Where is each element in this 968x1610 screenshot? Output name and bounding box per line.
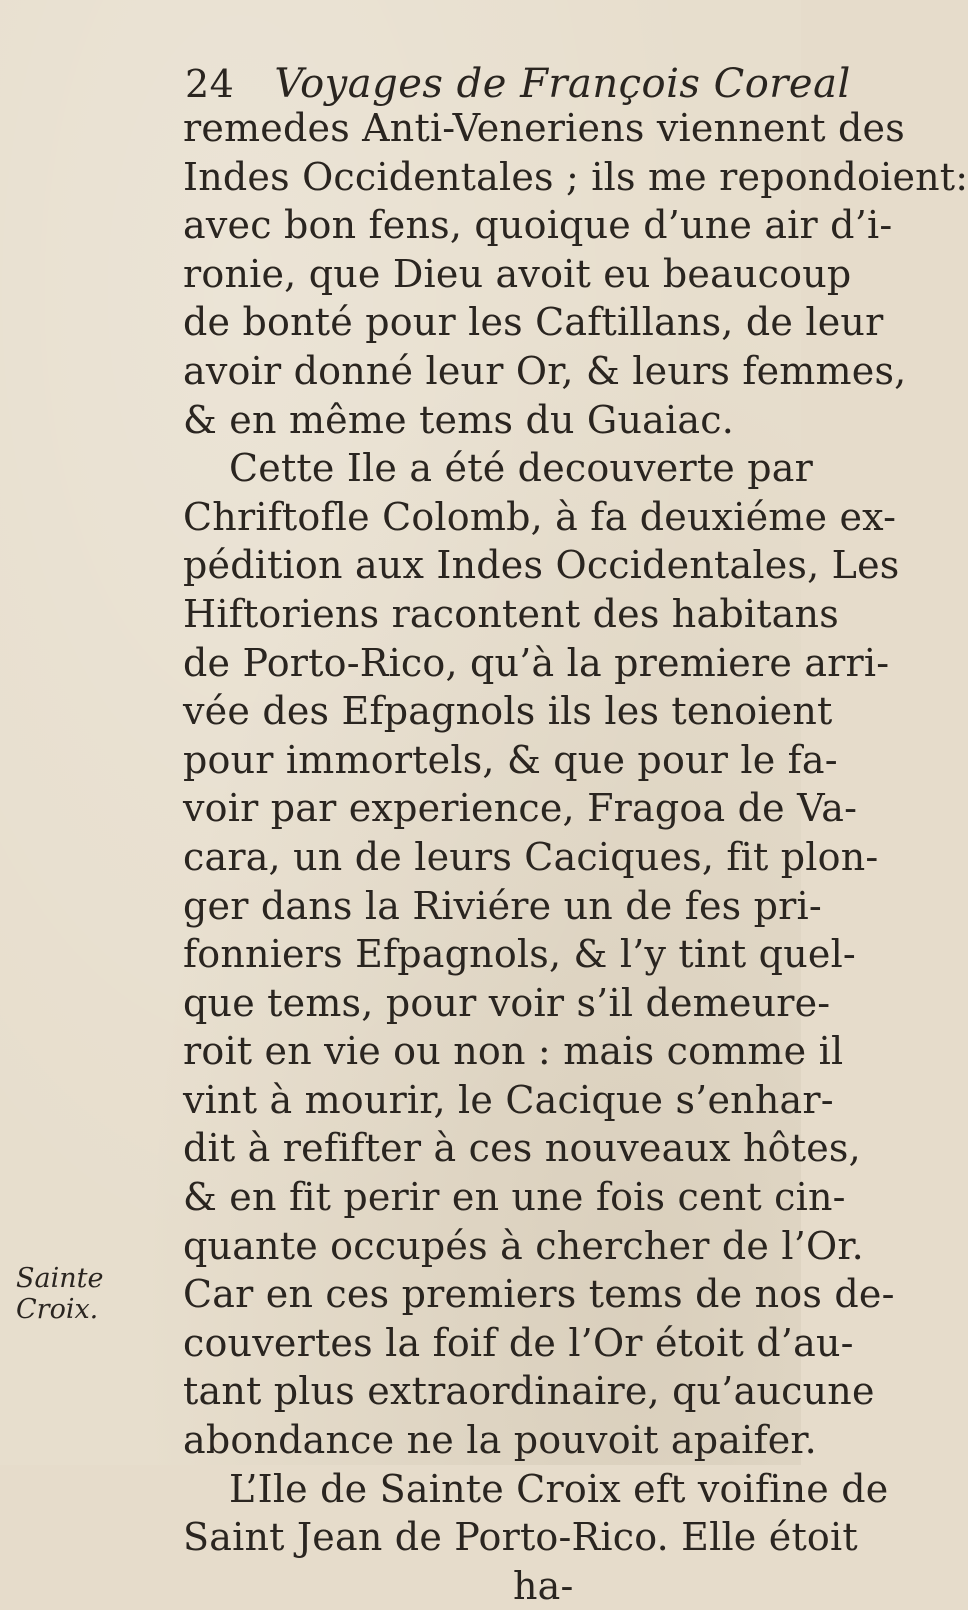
text-line: pédition aux Indes Occidentales, Les	[183, 543, 900, 588]
catchword-line: ha-	[513, 1563, 574, 1608]
text-line: roit en vie ou non : mais comme il	[183, 1029, 844, 1074]
text-line: Hiftoriens racontent des habitans	[183, 591, 839, 636]
text-line: fonniers Efpagnols, & l’y tint quel-	[183, 932, 856, 977]
page-number: 24	[185, 62, 235, 106]
text-line: que tems, pour voir s’il demeure-	[183, 980, 831, 1025]
text-line: cara, un de leurs Caciques, fit plon-	[183, 834, 879, 879]
text-line: pour immortels, & que pour le fa-	[183, 737, 838, 782]
text-line: tant plus extraordinaire, qu’aucune	[183, 1369, 875, 1414]
text-line: vée des Efpagnols ils les tenoient	[183, 689, 833, 734]
text-line: quante occupés à chercher de l’Or.	[183, 1223, 864, 1268]
text-line: Saint Jean de Porto-Rico. Elle étoit	[183, 1515, 858, 1560]
text-line: couvertes la foif de l’Or étoit d’au-	[183, 1320, 854, 1365]
text-line: Car en ces premiers tems de nos de-	[183, 1272, 895, 1317]
text-line: ronie, que Dieu avoit eu beaucoup	[183, 251, 852, 296]
paragraph-start-line: L’Ile de Sainte Croix eft voifine de	[229, 1466, 889, 1511]
text-line: Chriftofle Colomb, à fa deuxiéme ex-	[183, 494, 897, 539]
text-line: dit à refifter à ces nouveaux hôtes,	[183, 1126, 861, 1171]
text-line: voir par experience, Fragoa de Va-	[183, 786, 858, 831]
text-line: ger dans la Riviére un de fes pri-	[183, 883, 822, 928]
margin-note-line: Sainte	[16, 1263, 104, 1294]
text-line: vint à mourir, le Cacique s’enhar-	[183, 1077, 834, 1122]
running-head	[185, 62, 851, 106]
running-head-title: Voyages de François Coreal	[274, 61, 851, 107]
text-line: & en fit perir en une fois cent cin-	[183, 1175, 846, 1220]
text-line: de Porto-Rico, qu’à la premiere arri-	[183, 640, 890, 685]
margin-note-line: Croix.	[16, 1294, 99, 1325]
text-line: & en même tems du Guaiac.	[183, 397, 734, 442]
text-line: Indes Occidentales ; ils me repondoient:	[183, 154, 968, 199]
body-text	[183, 104, 968, 1610]
text-line: de bonté pour les Caftillans, de leur	[183, 300, 884, 345]
text-line: remedes Anti-Veneriens viennent des	[183, 106, 905, 150]
paragraph-start-line: Cette Ile a été decouverte par	[229, 446, 814, 491]
text-line: avoir donné leur Or, & leurs femmes,	[183, 348, 907, 393]
text-line: abondance ne la pouvoit apaifer.	[183, 1418, 817, 1463]
text-line: avec bon fens, quoique d’une air d’i-	[183, 203, 893, 248]
margin-note	[16, 1263, 103, 1325]
